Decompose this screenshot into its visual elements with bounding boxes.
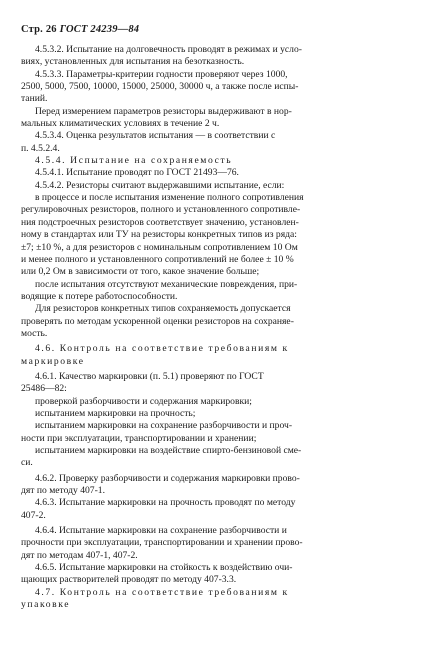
text-line: регулировочных резисторов, полного и установленного сопротивле- <box>21 204 301 216</box>
text-line: ному в стандартах или ТУ на резисторы конкретных типов из ряда: <box>21 229 297 241</box>
text-line: или 0,2 Ом в зависимости от того, какое значение больше; <box>21 266 260 278</box>
text-line: проверять по методам ускоренной оценки резисторов на сохраняе- <box>21 315 294 327</box>
text-line: таний. <box>21 93 48 105</box>
section-heading: маркировке <box>21 355 85 367</box>
text-line: виях, установленных для испытания на безотказность. <box>21 56 245 68</box>
text-line: испытанием маркировки на воздействие спирто-бензиновой сме- <box>35 445 302 456</box>
text-line: 4.5.4.2. Резисторы считают выдержавшими испытание, если: <box>35 179 285 191</box>
text-line: 4.6.4. Испытание маркировки на сохранение разборчивости и <box>35 525 287 537</box>
document-body <box>21 44 413 611</box>
text-line: 4.6.5. Испытание маркировки на стойкость к воздействию очи- <box>35 562 293 574</box>
text-line: испытанием маркировки на прочность; <box>35 407 196 419</box>
page-header <box>21 24 139 35</box>
text-line: дят по методу 407-1. <box>21 485 105 497</box>
section-heading: 4.6. Контроль на соответствие требованиям к <box>35 343 289 355</box>
text-line: в процессе и после испытания изменение полного сопротивления <box>35 192 304 204</box>
text-line: 4.5.4.1. Испытание проводят по ГОСТ 21493—76. <box>35 167 239 179</box>
text-line: дят по методам 407-1, 407-2. <box>21 549 138 561</box>
text-line: Для резисторов конкретных типов сохраняемость допускается <box>35 303 291 315</box>
text-line: 4.5.3.2. Испытание на долговечность проводят в режимах и усло- <box>35 44 302 55</box>
text-line: 407-2. <box>21 509 46 521</box>
standard-code: ГОСТ 24239—84 <box>59 24 140 35</box>
text-line: после испытания отсутствуют механические повреждения, при- <box>35 278 298 290</box>
text-line: 4.6.3. Испытание маркировки на прочность проводят по методу <box>35 497 296 509</box>
text-line: мальных климатических условиях в течение 2 ч. <box>21 118 220 130</box>
text-line: п. 4.5.2.4. <box>21 142 60 154</box>
text-line: испытанием маркировки на сохранение разборчивости и проч- <box>35 420 293 432</box>
section-heading: 4.5.4. Испытание на сохраняемость <box>35 155 233 167</box>
text-line: 4.5.3.3. Параметры-критерии годности проверяют через 1000, <box>35 68 288 80</box>
page-number: Стр. 26 <box>21 24 57 35</box>
text-line: 4.5.3.4. Оценка результатов испытания — в соответствии с <box>35 130 276 142</box>
text-line: и менее полного и установленного сопротивлений не более ± 10 % <box>21 253 294 265</box>
text-line: 4.6.1. Качество маркировки (п. 5.1) проверяют по ГОСТ <box>35 370 264 382</box>
text-line: 4.6.2. Проверку разборчивости и содержания маркировки прово- <box>35 472 300 484</box>
text-line: 25486—82: <box>21 383 67 395</box>
text-line: прочности при эксплуатации, транспортировании и хранении прово- <box>21 537 303 549</box>
text-line: си. <box>21 457 33 469</box>
text-line: щающих растворителей проводят по методу 407-3.3. <box>21 574 237 586</box>
text-line: водящие к потере работоспособности. <box>21 290 178 302</box>
section-heading: 4.7. Контроль на соответствие требованиям к <box>35 586 289 598</box>
text-line: ния подстроечных резисторов соответствует значению, установлен- <box>21 216 299 228</box>
text-line: мость. <box>21 327 48 339</box>
section-heading: упаковке <box>21 599 71 611</box>
text-line: ±7; ±10 %, а для резисторов с номинальным сопротивлением 10 Ом <box>21 241 298 253</box>
text-line: Перед измерением параметров резисторы выдерживают в нор- <box>35 105 292 117</box>
text-line: проверкой разборчивости и содержания маркировки; <box>35 395 252 407</box>
text-line: 2500, 5000, 7500, 10000, 15000, 25000, 30000 ч, а также после испы- <box>21 81 299 93</box>
text-line: ности при эксплуатации, транспортировании и хранении; <box>21 432 257 444</box>
